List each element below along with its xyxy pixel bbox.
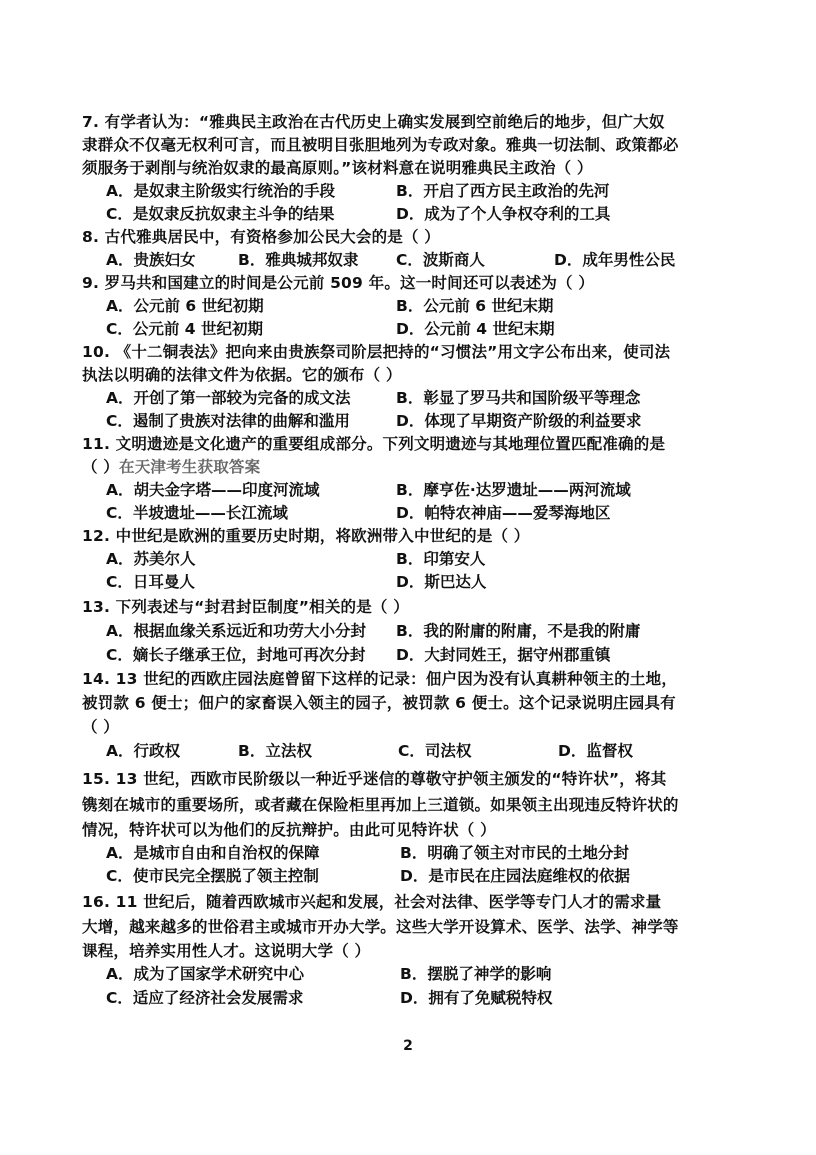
q16-stem-line-3: 课程，培养实用性人才。这说明大学（ ）	[82, 942, 371, 960]
q15-option-a: A．是城市自由和自治权的保障	[106, 844, 320, 862]
q13-option-b: B．我的附庸的附庸，不是我的附庸	[396, 622, 641, 640]
q13-option-d: D．大封同姓王，据守州郡重镇	[396, 646, 611, 664]
q16-stem-line-2: 大增，越来越多的世俗君主或城市开办大学。这些大学开设算术、医学、法学、神学等	[82, 918, 679, 936]
q11-overlay-note: 在天津考生获取答案	[119, 458, 261, 476]
q14-stem-line-3: （ ）	[82, 718, 119, 736]
q11-option-c: C．半坡遗址——长江流域	[106, 504, 288, 522]
q15-stem-line-2: 镌刻在城市的重要场所，或者藏在保险柜里再加上三道锁。如果领主出现违反特许状的	[82, 796, 679, 814]
q10-option-a: A．开创了第一部较为完备的成文法	[106, 389, 351, 407]
q8-option-b: B．雅典城邦奴隶	[238, 251, 359, 269]
q7-option-a: A．是奴隶主阶级实行统治的手段	[106, 182, 335, 200]
q16-option-a: A．成为了国家学术研究中心	[106, 965, 304, 983]
q15-option-c: C．使市民完全摆脱了领主控制	[106, 867, 319, 885]
q8-option-d: D．成年男性公民	[554, 251, 676, 269]
q13-option-c: C．嫡长子继承王位，封地可再次分封	[106, 646, 366, 664]
page-number: 2	[403, 1038, 413, 1054]
q13-option-a: A．根据血缘关系远近和功劳大小分封	[106, 622, 366, 640]
q11-answer-line	[82, 457, 732, 477]
q14-stem-line-2: 被罚款 6 便士；佃户的家畜误入领主的园子，被罚款 6 便士。这个记录说明庄园具有	[82, 694, 676, 712]
q9-option-d: D．公元前 4 世纪末期	[396, 320, 555, 338]
q12-stem: 12. 中世纪是欧洲的重要历史时期，将欧洲带入中世纪的是（ ）	[82, 527, 530, 545]
q14-option-d: D．监督权	[558, 742, 633, 760]
q7-option-c: C．是奴隶反抗奴隶主斗争的结果	[106, 205, 335, 223]
q7-stem-line-1: 7. 有学者认为：“雅典民主政治在古代历史上确实发展到空前绝后的地步，但广大奴	[82, 113, 665, 131]
q12-option-d: D．斯巴达人	[396, 573, 487, 591]
q10-stem-line-2: 执法以明确的法律文件为依据。它的颁布（ ）	[82, 366, 402, 384]
q9-option-a: A．公元前 6 世纪初期	[106, 297, 264, 315]
q10-stem-line-1: 10. 《十二铜表法》把向来由贵族祭司阶层把持的“习惯法”用文字公布出来，使司法	[82, 343, 671, 361]
q10-option-c: C．遏制了贵族对法律的曲解和滥用	[106, 412, 350, 430]
q12-option-b: B．印第安人	[396, 550, 486, 568]
q11-option-b: B．摩亨佐·达罗遗址——两河流域	[396, 481, 631, 499]
q8-option-c: C．波斯商人	[396, 251, 485, 269]
q15-stem-line-1: 15. 13 世纪，西欧市民阶级以一种近乎迷信的尊敬守护领主颁发的“特许状”，将其	[82, 770, 667, 788]
q14-option-b: B．立法权	[238, 742, 312, 760]
q8-stem: 8. 古代雅典居民中，有资格参加公民大会的是（ ）	[82, 228, 440, 246]
q16-option-c: C．适应了经济社会发展需求	[106, 989, 304, 1007]
q16-stem-line-1: 16. 11 世纪后，随着西欧城市兴起和发展，社会对法律、医学等专门人才的需求量	[82, 893, 662, 911]
q15-option-d: D．是市民在庄园法庭维权的依据	[400, 867, 630, 885]
q9-stem: 9. 罗马共和国建立的时间是公元前 509 年。这一时间还可以表述为（ ）	[82, 274, 595, 292]
q14-option-a: A．行政权	[106, 742, 180, 760]
q14-option-c: C．司法权	[398, 742, 472, 760]
q16-option-d: D．拥有了免赋税特权	[400, 989, 553, 1007]
q7-stem-line-2: 隶群众不仅毫无权利可言，而且被明目张胆地列为专政对象。雅典一切法制、政策都必	[82, 136, 679, 154]
q7-option-b: B．开启了西方民主政治的先河	[396, 182, 610, 200]
q11-option-d: D．帕特农神庙——爱琴海地区	[396, 504, 611, 522]
q16-option-b: B．摆脱了神学的影响	[400, 965, 552, 983]
q11-answer-paren: （ ）	[82, 458, 119, 476]
q15-stem-line-3: 情况，特许状可以为他们的反抗辩护。由此可见特许状（ ）	[82, 821, 496, 839]
q12-option-c: C．日耳曼人	[106, 573, 195, 591]
q8-option-a: A．贵族妇女	[106, 251, 196, 269]
q7-option-d: D．成为了个人争权夺利的工具	[396, 205, 611, 223]
q13-stem: 13. 下列表述与“封君封臣制度”相关的是（ ）	[82, 598, 409, 616]
q12-option-a: A．苏美尔人	[106, 550, 196, 568]
q9-option-b: B．公元前 6 世纪末期	[396, 297, 554, 315]
q14-stem-line-1: 14. 13 世纪的西欧庄园法庭曾留下这样的记录：佃户因为没有认真耕种领主的土地，	[82, 670, 678, 688]
q10-option-b: B．彰显了罗马共和国阶级平等理念	[396, 389, 641, 407]
q11-stem: 11. 文明遗迹是文化遗产的重要组成部分。下列文明遗迹与其地理位置匹配准确的是	[82, 435, 666, 453]
q11-option-a: A．胡夫金字塔——印度河流域	[106, 481, 320, 499]
q10-option-d: D．体现了早期资产阶级的利益要求	[396, 412, 642, 430]
q9-option-c: C．公元前 4 世纪初期	[106, 320, 263, 338]
q15-option-b: B．明确了领主对市民的土地分封	[400, 844, 629, 862]
q7-stem-line-3: 须服务于剥削与统治奴隶的最高原则。”该材料意在说明雅典民主政治（ ）	[82, 159, 593, 177]
